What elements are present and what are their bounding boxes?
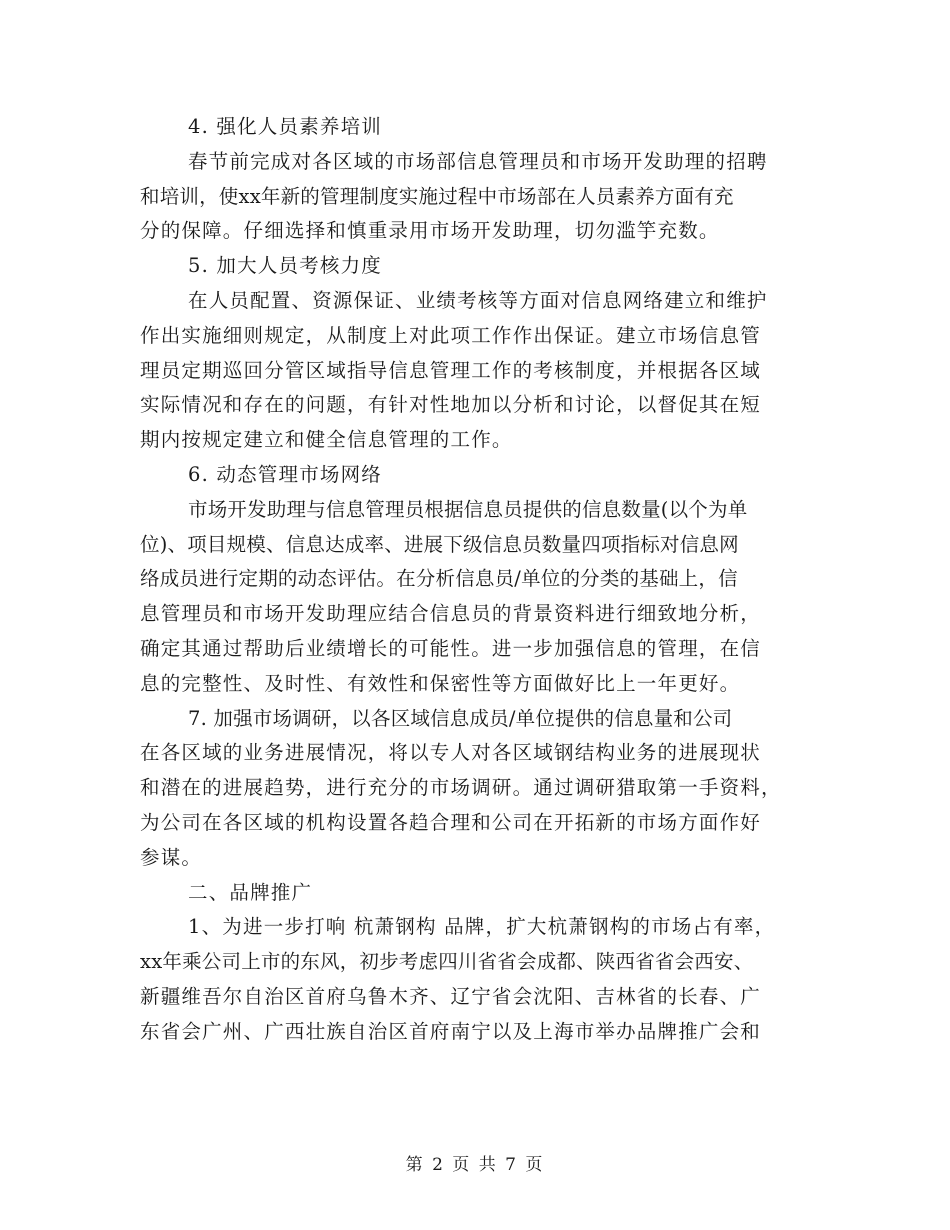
- paragraph-line: 理员定期巡回分管区域指导信息管理工作的考核制度，并根据各区域: [140, 358, 762, 382]
- paragraph-line: 确定其通过帮助后业绩增长的可能性。进一步加强信息的管理，在信: [140, 636, 762, 660]
- section-heading-4: 4. 强化人员素养培训: [188, 115, 383, 138]
- section-heading-6: 6. 动态管理市场网络: [188, 462, 383, 486]
- paragraph-line: 络成员进行定期的动态评估。在分析信息员/单位的分类的基础上，信: [140, 567, 738, 591]
- paragraph-line: 市场开发助理与信息管理员根据信息员提供的信息数量(以个为单: [188, 497, 748, 521]
- paragraph-line: 和培训，使xx年新的管理制度实施过程中市场部在人员素养方面有充: [140, 184, 734, 208]
- paragraph-line: 为公司在各区域的机构设置各趋合理和公司在开拓新的市场方面作好: [140, 810, 762, 834]
- paragraph-line: 作出实施细则规定，从制度上对此项工作作出保证。建立市场信息管: [140, 323, 762, 347]
- paragraph-line: xx年乘公司上市的东风，初步考虑四川省省会成都、陕西省省会西安、: [140, 950, 754, 974]
- section-heading-5: 5. 加大人员考核力度: [188, 254, 383, 278]
- paragraph-line: 春节前完成对各区域的市场部信息管理员和市场开发助理的招聘: [188, 149, 768, 173]
- paragraph-line: 息的完整性、及时性、有效性和保密性等方面做好比上一年更好。: [140, 671, 741, 695]
- paragraph-line: 新疆维吾尔自治区首府乌鲁木齐、辽宁省会沈阳、吉林省的长春、广: [140, 984, 762, 1008]
- paragraph-line: 实际情况和存在的问题，有针对性地加以分析和讨论，以督促其在短: [140, 393, 762, 417]
- paragraph-line: 在人员配置、资源保证、业绩考核等方面对信息网络建立和维护: [188, 288, 768, 312]
- section-heading-7: 7. 加强市场调研，以各区域信息成员/单位提供的信息量和公司: [188, 706, 733, 730]
- page-number-footer: 第 2 页 共 7 页: [405, 1155, 545, 1175]
- paragraph-line: 在各区域的业务进展情况，将以专人对各区域钢结构业务的进展现状: [140, 741, 762, 765]
- section-heading-brand: 二、品牌推广: [188, 880, 313, 904]
- paragraph-line: 东省会广州、广西壮族自治区首府南宁以及上海市举办品牌推广会和: [140, 1019, 762, 1043]
- paragraph-line: 期内按规定建立和健全信息管理的工作。: [140, 428, 513, 452]
- paragraph-line: 参谋。: [140, 845, 203, 869]
- paragraph-line: 分的保障。仔细选择和慎重录用市场开发助理，切勿滥竽充数。: [140, 219, 720, 243]
- paragraph-line: 和潜在的进展趋势，进行充分的市场调研。通过调研猎取第一手资料，: [140, 776, 782, 800]
- paragraph-line: 1、为进一步打响 杭萧钢构 品牌，扩大杭萧钢构的市场占有率，: [188, 915, 776, 939]
- paragraph-line: 息管理员和市场开发助理应结合信息员的背景资料进行细致地分析，: [140, 602, 762, 626]
- document-body: [140, 110, 810, 1050]
- paragraph-line: 位)、项目规模、信息达成率、进展下级信息员数量四项指标对信息网: [140, 532, 739, 556]
